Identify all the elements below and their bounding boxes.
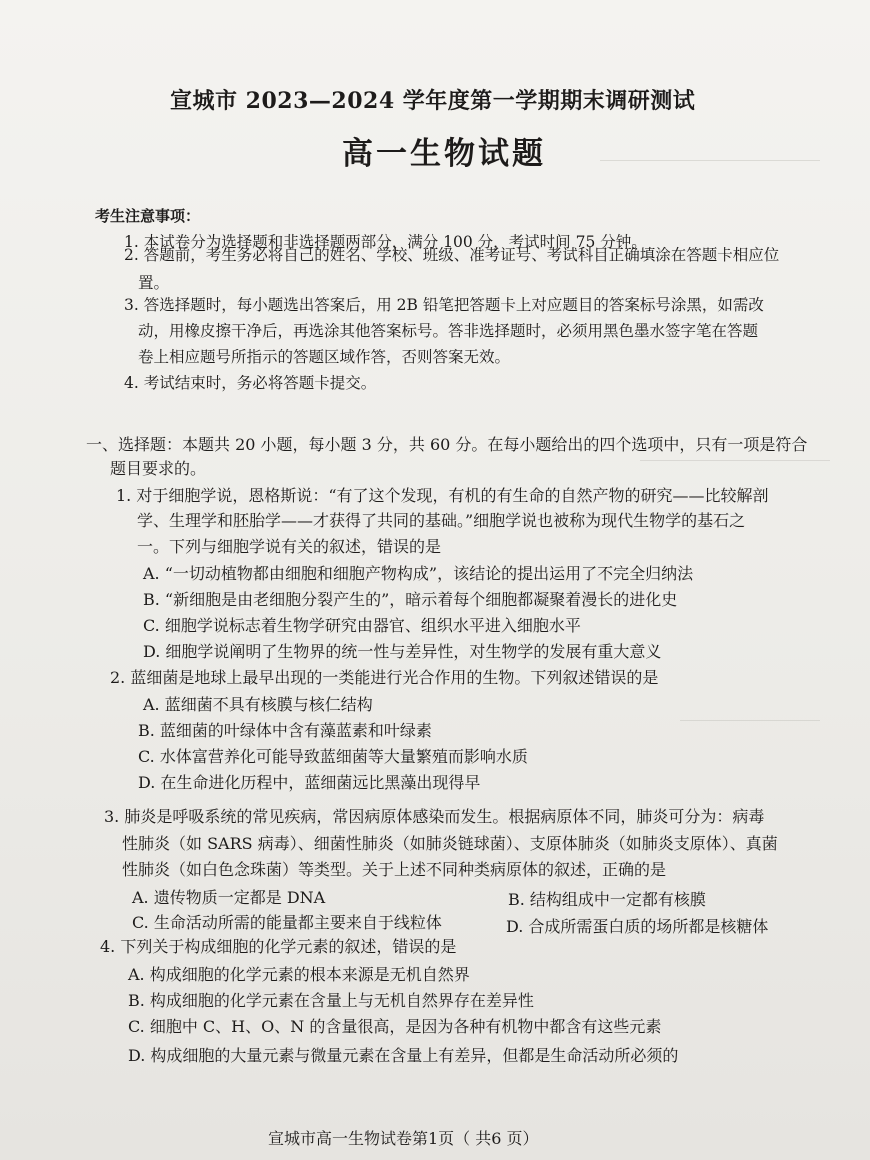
notice-item: 4. 考试结束时，务必将答题卡提交。 bbox=[124, 374, 377, 392]
question-4-option-a: A. 构成细胞的化学元素的根本来源是无机自然界 bbox=[128, 965, 470, 984]
question-2-stem: 2. 蓝细菌是地球上最早出现的一类能进行光合作用的生物。下列叙述错误的是 bbox=[110, 668, 659, 687]
notice-item: 3. 答选择题时，每小题选出答案后，用 2B 铅笔把答题卡上对应题目的答案标号涂黑，如需改 bbox=[124, 296, 764, 314]
question-4-option-b: B. 构成细胞的化学元素在含量上与无机自然界存在差异性 bbox=[128, 991, 534, 1010]
question-2-option-c: C. 水体富营养化可能导致蓝细菌等大量繁殖而影响水质 bbox=[138, 747, 528, 766]
notice-item: 动，用橡皮擦干净后，再选涂其他答案标号。答非选择题时，必须用黑色墨水签字笔在答题 bbox=[138, 322, 759, 340]
section-heading-cont: 题目要求的。 bbox=[110, 459, 207, 478]
question-2-option-d: D. 在生命进化历程中，蓝细菌远比黑藻出现得早 bbox=[138, 773, 481, 792]
bleed-through-mark bbox=[600, 160, 820, 171]
question-3-stem: 性肺炎（如白色念珠菌）等类型。关于上述不同种类病原体的叙述，正确的是 bbox=[122, 860, 667, 879]
notice-item: 置。 bbox=[138, 274, 170, 292]
notice-heading: 考生注意事项： bbox=[95, 207, 201, 225]
question-4-stem: 4. 下列关于构成细胞的化学元素的叙述，错误的是 bbox=[100, 937, 457, 956]
notice-item: 2. 答题前，考生务必将自己的姓名、学校、班级、准考证号、考试科目正确填涂在答题卡相应位 bbox=[124, 246, 780, 264]
question-1-option-d: D. 细胞学说阐明了生物界的统一性与差异性，对生物学的发展有重大意义 bbox=[143, 642, 662, 661]
question-3-option-c: C. 生命活动所需的能量都主要来自于线粒体 bbox=[132, 913, 442, 932]
section-heading: 一、选择题：本题共 20 小题，每小题 3 分，共 60 分。在每小题给出的四个选项中，只有一项是符合 bbox=[86, 435, 808, 454]
question-3-option-d: D. 合成所需蛋白质的场所都是核糖体 bbox=[506, 917, 769, 936]
question-4-option-d: D. 构成细胞的大量元素与微量元素在含量上有差异，但都是生命活动所必须的 bbox=[128, 1046, 679, 1065]
question-1-option-a: A. “一切动植物都由细胞和细胞产物构成”，该结论的提出运用了不完全归纳法 bbox=[143, 564, 694, 583]
question-1-option-b: B. “新细胞是由老细胞分裂产生的”，暗示着每个细胞都凝聚着漫长的进化史 bbox=[143, 590, 678, 609]
exam-title: 宣城市 2023—2024 学年度第一学期期末调研测试 bbox=[170, 88, 696, 114]
question-3-option-a: A. 遗传物质一定都是 DNA bbox=[132, 888, 326, 907]
bleed-through-mark bbox=[640, 460, 830, 471]
page-footer: 宣城市高一生物试卷第1页（ 共6 页） bbox=[268, 1129, 539, 1148]
question-2-option-a: A. 蓝细菌不具有核膜与核仁结构 bbox=[143, 695, 373, 714]
question-1-stem: 学、生理学和胚胎学——才获得了共同的基础。”细胞学说也被称为现代生物学的基石之 bbox=[137, 511, 746, 530]
question-3-stem: 3. 肺炎是呼吸系统的常见疾病，常因病原体感染而发生。根据病原体不同，肺炎可分为：病毒 bbox=[104, 807, 765, 826]
question-3-stem: 性肺炎（如 SARS 病毒）、细菌性肺炎（如肺炎链球菌）、支原体肺炎（如肺炎支原体）、真菌 bbox=[122, 834, 778, 853]
subject-title: 高一生物试题 bbox=[342, 136, 546, 172]
notice-item: 卷上相应题号所指示的答题区域作答，否则答案无效。 bbox=[138, 348, 511, 366]
question-1-stem: 一。下列与细胞学说有关的叙述，错误的是 bbox=[137, 537, 442, 556]
question-1-stem: 1. 对于细胞学说，恩格斯说：“有了这个发现，有机的有生命的自然产物的研究——比较解剖 bbox=[116, 486, 769, 505]
bleed-through-mark bbox=[680, 720, 820, 731]
question-3-option-b: B. 结构组成中一定都有核膜 bbox=[508, 890, 706, 909]
notice-item: 1. 本试卷分为选择题和非选择题两部分，满分 100 分，考试时间 75 分钟。 bbox=[124, 233, 647, 251]
question-1-option-c: C. 细胞学说标志着生物学研究由器官、组织水平进入细胞水平 bbox=[143, 616, 581, 635]
question-2-option-b: B. 蓝细菌的叶绿体中含有藻蓝素和叶绿素 bbox=[138, 721, 432, 740]
question-4-option-c: C. 细胞中 C、H、O、N 的含量很高，是因为各种有机物中都含有这些元素 bbox=[128, 1017, 662, 1036]
